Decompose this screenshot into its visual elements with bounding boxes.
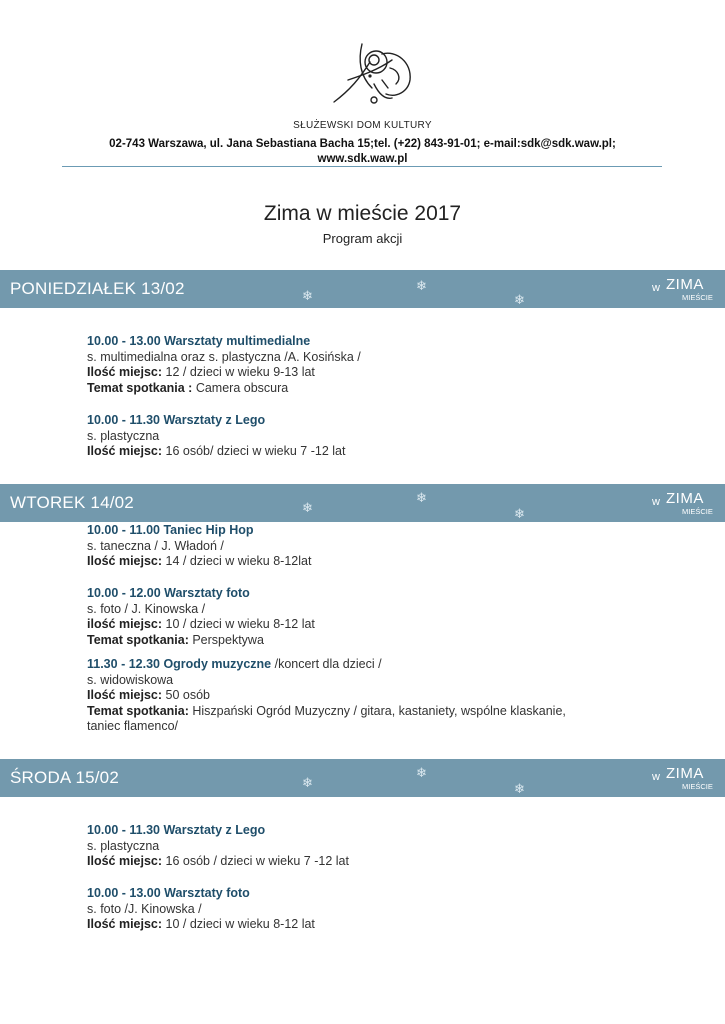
event-block (87, 657, 566, 735)
places-value: 12 / dzieci w wieku 9-13 lat (162, 365, 315, 379)
places-value: 16 osób / dzieci w wieku 7 -12 lat (162, 854, 349, 868)
event-heading: 11.30 - 12.30 Ogrody muzyczne (87, 657, 272, 671)
day-label: PONIEDZIAŁEK 13/02 (10, 279, 185, 298)
header-divider (62, 166, 662, 167)
snowflake-icon: ❄ (416, 765, 427, 780)
snowflake-icon: ❄ (416, 278, 427, 293)
topic-continuation: taniec flamenco/ (87, 719, 179, 733)
event-room: s. multimedialna oraz s. plastyczna /A. Kosińska / (87, 349, 361, 364)
badge-zima: ZIMA (666, 765, 704, 782)
snowflake-icon: ❄ (302, 288, 313, 303)
sdk-logo-icon (330, 40, 420, 112)
topic-label: Temat spotkania: (87, 703, 189, 718)
places-value: 16 osób/ dzieci w wieku 7 -12 lat (162, 444, 346, 458)
day-band (0, 484, 725, 522)
event-block (87, 334, 361, 396)
places-value: 50 osób (162, 688, 211, 702)
places-label: Ilość miejsc: (87, 554, 163, 568)
event-block (87, 413, 345, 460)
badge-miescie: MIEŚCIE (682, 293, 713, 302)
badge-w: w (652, 496, 660, 508)
badge-miescie: MIEŚCIE (682, 507, 713, 516)
badge-miescie: MIEŚCIE (682, 782, 713, 791)
contact-address (0, 137, 725, 167)
places-label: Ilość miejsc: (87, 365, 163, 379)
badge-zima: ZIMA (666, 490, 704, 507)
event-room: s. foto / J. Kinowska / (87, 601, 206, 616)
event-heading: 10.00 - 13.00 Warsztaty foto (87, 886, 250, 900)
snowflake-icon: ❄ (416, 490, 427, 505)
places-label: Ilość miejsc: (87, 444, 163, 458)
snowflake-icon: ❄ (514, 506, 525, 521)
event-heading: 10.00 - 11.00 Taniec Hip Hop (87, 523, 254, 537)
badge-w: w (652, 771, 660, 783)
snowflake-icon: ❄ (514, 781, 525, 796)
event-block (87, 886, 315, 933)
day-label: WTOREK 14/02 (10, 493, 134, 512)
event-block (87, 823, 349, 870)
topic-value: Camera obscura (192, 380, 289, 395)
event-heading: 10.00 - 11.30 Warsztaty z Lego (87, 413, 266, 427)
zima-w-miescie-badge (652, 276, 716, 302)
event-heading: 10.00 - 11.30 Warsztaty z Lego (87, 823, 266, 837)
snowflake-icon: ❄ (514, 292, 525, 307)
snowflake-icon: ❄ (302, 775, 313, 790)
zima-w-miescie-badge (652, 490, 716, 516)
event-heading: 10.00 - 12.00 Warsztaty foto (87, 586, 250, 600)
topic-value: Perspektywa (188, 632, 264, 647)
event-heading: 10.00 - 13.00 Warsztaty multimedialne (87, 334, 311, 348)
event-room: s. widowiskowa (87, 672, 174, 687)
badge-zima: ZIMA (666, 276, 704, 293)
places-label: ilość miejsc: (87, 617, 163, 631)
event-room: s. plastyczna (87, 428, 160, 443)
website-link[interactable]: www.sdk.waw.pl (317, 153, 408, 165)
places-value: 14 / dzieci w wieku 8-12lat (162, 554, 312, 568)
document-subtitle: Program akcji (322, 231, 403, 246)
event-block (87, 586, 315, 648)
badge-w: w (652, 282, 660, 294)
places-value: 10 / dzieci w wieku 8-12 lat (162, 617, 315, 631)
event-block (87, 523, 311, 570)
document-title: Zima w mieście 2017 (263, 202, 462, 225)
day-band (0, 270, 725, 308)
address-line: 02-743 Warszawa, ul. Jana Sebastiana Bacha 15;tel. (+22) 843-91-01; e-mail:sdk@sdk.waw.pl; (109, 138, 616, 150)
places-label: Ilość miejsc: (87, 917, 163, 931)
zima-w-miescie-badge (652, 765, 716, 791)
places-label: Ilość miejsc: (87, 688, 163, 702)
event-heading-suffix: /koncert dla dzieci / (271, 657, 382, 671)
places-label: Ilość miejsc: (87, 854, 163, 868)
event-room: s. plastyczna (87, 838, 160, 853)
topic-label: Temat spotkania: (87, 632, 189, 647)
places-value: 10 / dzieci w wieku 8-12 lat (162, 917, 315, 931)
event-room: s. foto /J. Kinowska / (87, 901, 202, 916)
topic-label: Temat spotkania : (87, 380, 193, 395)
day-label: ŚRODA 15/02 (10, 768, 119, 787)
organization-name: SŁUŻEWSKI DOM KULTURY (293, 120, 432, 131)
day-band (0, 759, 725, 797)
topic-value: Hiszpański Ogród Muzyczny / gitara, kastaniety, wspólne klaskanie, (188, 703, 566, 718)
event-room: s. taneczna / J. Władoń / (87, 538, 224, 553)
snowflake-icon: ❄ (302, 500, 313, 515)
